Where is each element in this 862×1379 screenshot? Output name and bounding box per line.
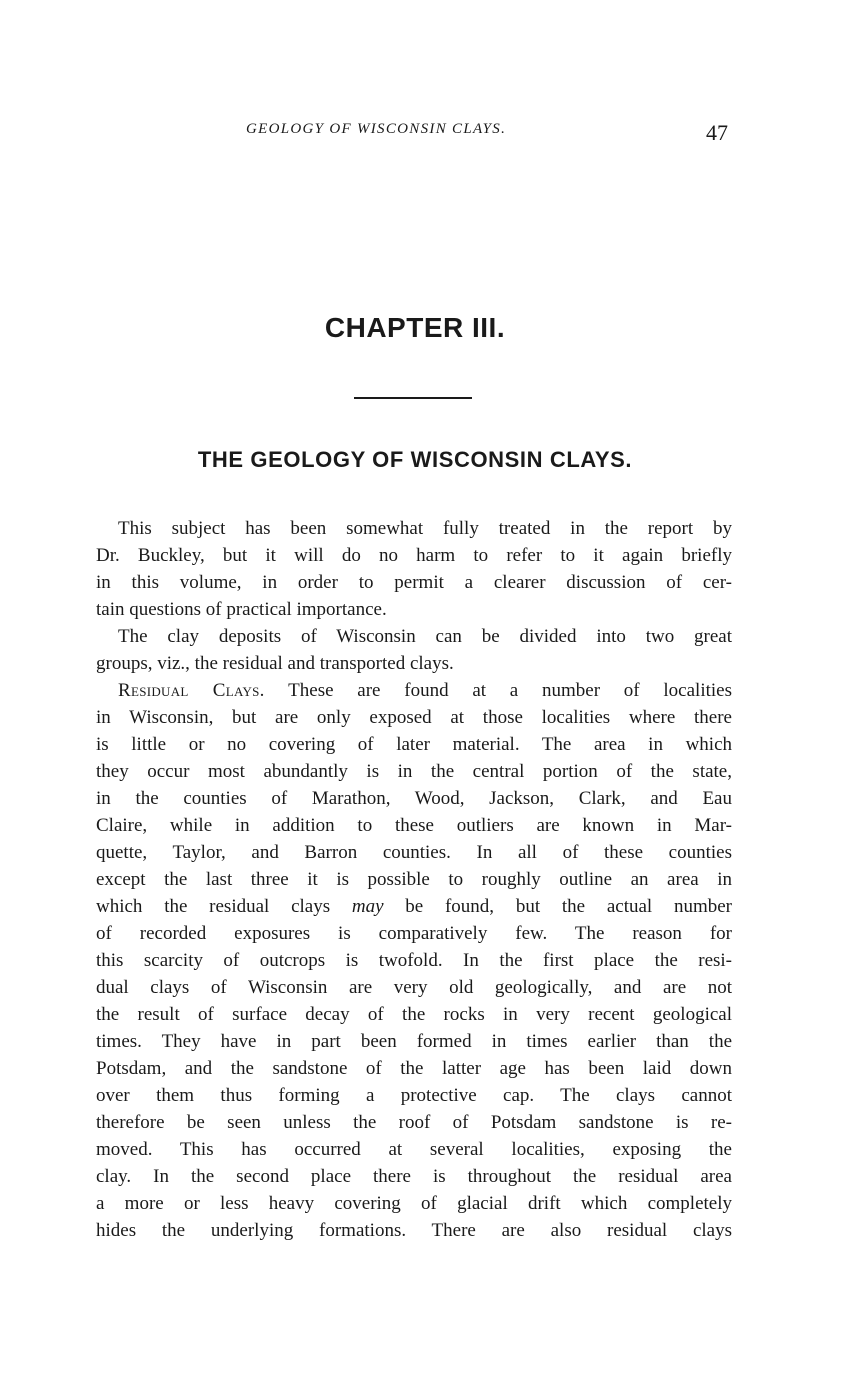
text-line: Potsdam, and the sandstone of the latter age has been laid down (96, 1058, 732, 1079)
text-line: in the counties of Marathon, Wood, Jackson, Clark, and Eau (96, 788, 732, 809)
section-title: THE GEOLOGY OF WISCONSIN CLAYS. (197, 447, 633, 472)
chapter-title: CHAPTER III. (324, 312, 506, 343)
text-line: in Wisconsin, but are only exposed at those localities where there (96, 707, 732, 728)
text-line: Claire, while in addition to these outliers are known in Mar- (96, 815, 732, 836)
residual-clays-heading: Residual Clays. (118, 680, 265, 701)
text-line: is little or no covering of later material. The area in which (96, 734, 732, 755)
text-line: in this volume, in order to permit a clearer discussion of cer- (96, 572, 732, 593)
body-text (96, 515, 732, 1244)
text-line-lead (96, 677, 732, 704)
text-line-rest: These are found at a number of localities (264, 680, 732, 701)
chapter-rule (354, 397, 472, 399)
text-line: The clay deposits of Wisconsin can be divided into two great (118, 626, 732, 647)
running-head (96, 120, 732, 144)
text-line: groups, viz., the residual and transported clays. (96, 653, 454, 674)
emphasis: may (351, 896, 384, 917)
paragraph-3 (96, 677, 732, 1244)
text-line: dual clays of Wisconsin are very old geologically, and are not (96, 977, 732, 998)
text-line: over them thus forming a protective cap. The clays cannot (96, 1085, 732, 1106)
page-number: 47 (706, 120, 728, 145)
text-line: clay. In the second place there is throughout the residual area (96, 1166, 732, 1187)
text-line: tain questions of practical importance. (96, 599, 387, 620)
text-line: times. They have in part been formed in times earlier than the (96, 1031, 732, 1052)
text-line: This subject has been somewhat fully treated in the report by (118, 518, 732, 539)
paragraph-1 (96, 515, 732, 623)
text-line-italic: which the residual clays may be found, but the actual number (96, 896, 732, 917)
text-line: they occur most abundantly is in the central portion of the state, (96, 761, 732, 782)
text-line: except the last three it is possible to roughly outline an area in (96, 869, 732, 890)
text-line: this scarcity of outcrops is twofold. In the first place the resi- (96, 950, 732, 971)
text-line: therefore be seen unless the roof of Potsdam sandstone is re- (96, 1112, 732, 1133)
text-line: Dr. Buckley, but it will do no harm to refer to it again briefly (96, 545, 732, 566)
text-line: moved. This has occurred at several localities, exposing the (96, 1139, 732, 1160)
text-line: of recorded exposures is comparatively few. The reason for (96, 923, 732, 944)
text-line: a more or less heavy covering of glacial drift which completely (96, 1193, 732, 1214)
text-line: the result of surface decay of the rocks in very recent geological (96, 1004, 732, 1025)
text-line: quette, Taylor, and Barron counties. In all of these counties (96, 842, 732, 863)
running-title: GEOLOGY OF WISCONSIN CLAYS. (246, 121, 507, 137)
paragraph-2 (96, 623, 732, 677)
text-line: hides the underlying formations. There are also residual clays (96, 1220, 732, 1241)
